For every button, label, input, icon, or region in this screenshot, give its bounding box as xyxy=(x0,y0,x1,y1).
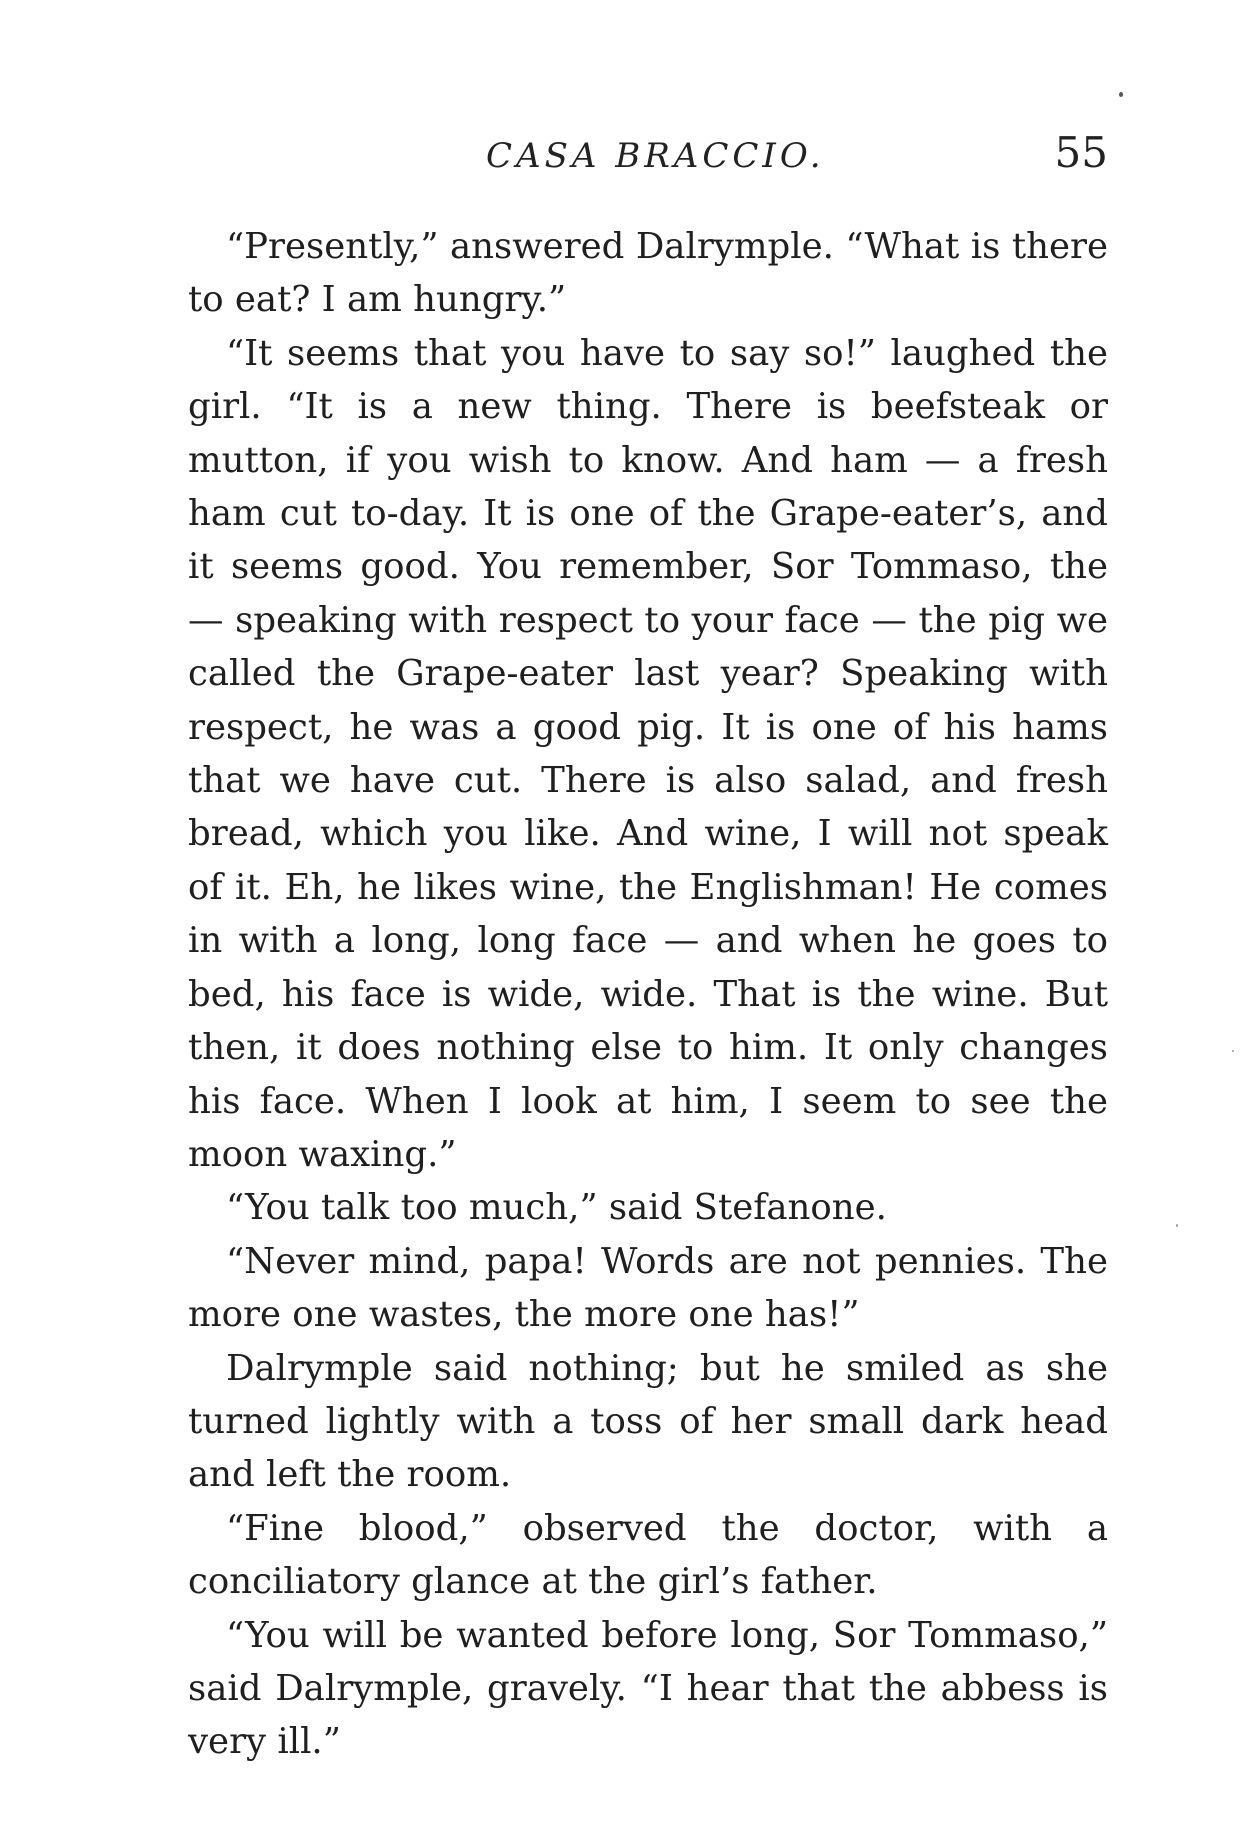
paragraph: “You will be wanted before long, Sor Tommaso,” said Dalrymple, gravely. “I hear that the abbess is very ill.” xyxy=(188,1614,1108,1763)
paragraph: “Never mind, papa! Words are not pennies. The more one wastes, the more one has!” xyxy=(188,1240,1108,1336)
paragraph: “Presently,” answered Dalrymple. “What is there to eat? I am hungry.” xyxy=(188,226,1108,321)
paper-speck xyxy=(1176,1224,1178,1227)
paragraph: Dalrymple said nothing; but he smiled as she turned lightly with a toss of her small dark head and left the room. xyxy=(188,1347,1108,1496)
running-head xyxy=(188,128,1108,184)
paper-speck xyxy=(1232,1050,1234,1052)
paragraph: “It seems that you have to say so!” laughed the girl. “It is a new thing. There is beefsteak or mutton, if you wish to know. And ham — a fresh ham cut to-day. It is one of the Grape-eater’s, and it seems good. You remember, Sor Tommaso, the — speaking with respect to your face — the pig we called the Grape-eater last year? Speaking with respect, he was a good pig. It is one of his hams that we have cut. There is also salad, and fresh bread, which you like. And wine, I will not speak of it. Eh, he likes wine, the Englishman! He comes in with a long, long face — and when he goes to bed, his face is wide, wide. That is the wine. But then, it does nothing else to him. It only changes his face. When I look at him, I seem to see the moon waxing.” xyxy=(188,332,1108,1175)
page-number: 55 xyxy=(1054,128,1108,177)
running-title: CASA BRACCIO. xyxy=(486,136,825,176)
paragraph: “You talk too much,” said Stefanone. xyxy=(226,1187,887,1229)
paper-speck xyxy=(1119,92,1123,97)
body-text xyxy=(188,220,1108,1769)
paragraph: “Fine blood,” observed the doctor, with a conciliatory glance at the girl’s father. xyxy=(188,1507,1108,1603)
